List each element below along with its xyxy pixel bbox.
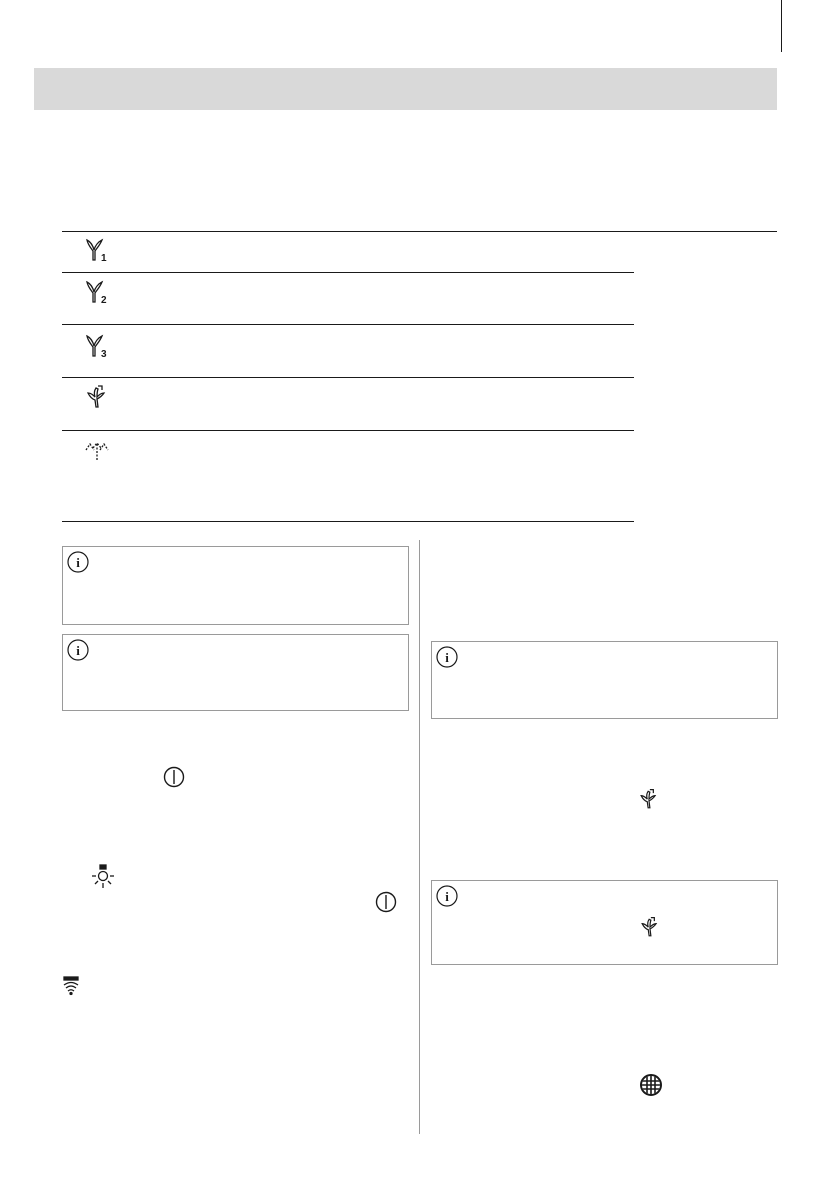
info-note-box [62, 634, 409, 711]
table-rule [62, 272, 634, 273]
info-note-box [431, 880, 778, 965]
table-rule [62, 430, 634, 431]
table-rule-bottom [62, 521, 634, 522]
info-icon [67, 551, 89, 573]
column-divider [419, 540, 420, 1134]
table-rule [62, 324, 634, 325]
fan-speed-2-icon [82, 278, 112, 306]
breeze-icon [82, 436, 112, 464]
info-note-box [62, 546, 409, 625]
hob-to-hood-icon [62, 976, 80, 996]
section-header-band [34, 68, 777, 110]
table-rule-top [62, 231, 777, 232]
fan-boost-icon [637, 915, 663, 941]
power-icon [163, 766, 185, 788]
info-icon [436, 646, 458, 668]
grease-filter-icon [639, 1073, 663, 1097]
svg-text:1: 1 [101, 253, 107, 264]
fan-speed-1-icon [82, 236, 112, 264]
info-note-box [431, 641, 778, 719]
info-icon [436, 885, 458, 907]
info-icon [67, 639, 89, 661]
svg-text:i: i [445, 889, 449, 904]
table-rule [62, 377, 634, 378]
page-edge-marker [781, 0, 782, 52]
svg-text:2: 2 [101, 295, 107, 306]
fan-boost-icon [636, 787, 662, 813]
fan-speed-3-icon [82, 332, 112, 360]
svg-text:i: i [445, 650, 449, 665]
fan-boost-icon [82, 384, 112, 412]
light-icon [90, 864, 116, 890]
svg-text:i: i [76, 643, 80, 658]
power-icon [375, 891, 397, 913]
svg-text:i: i [76, 555, 80, 570]
svg-text:3: 3 [101, 349, 107, 360]
